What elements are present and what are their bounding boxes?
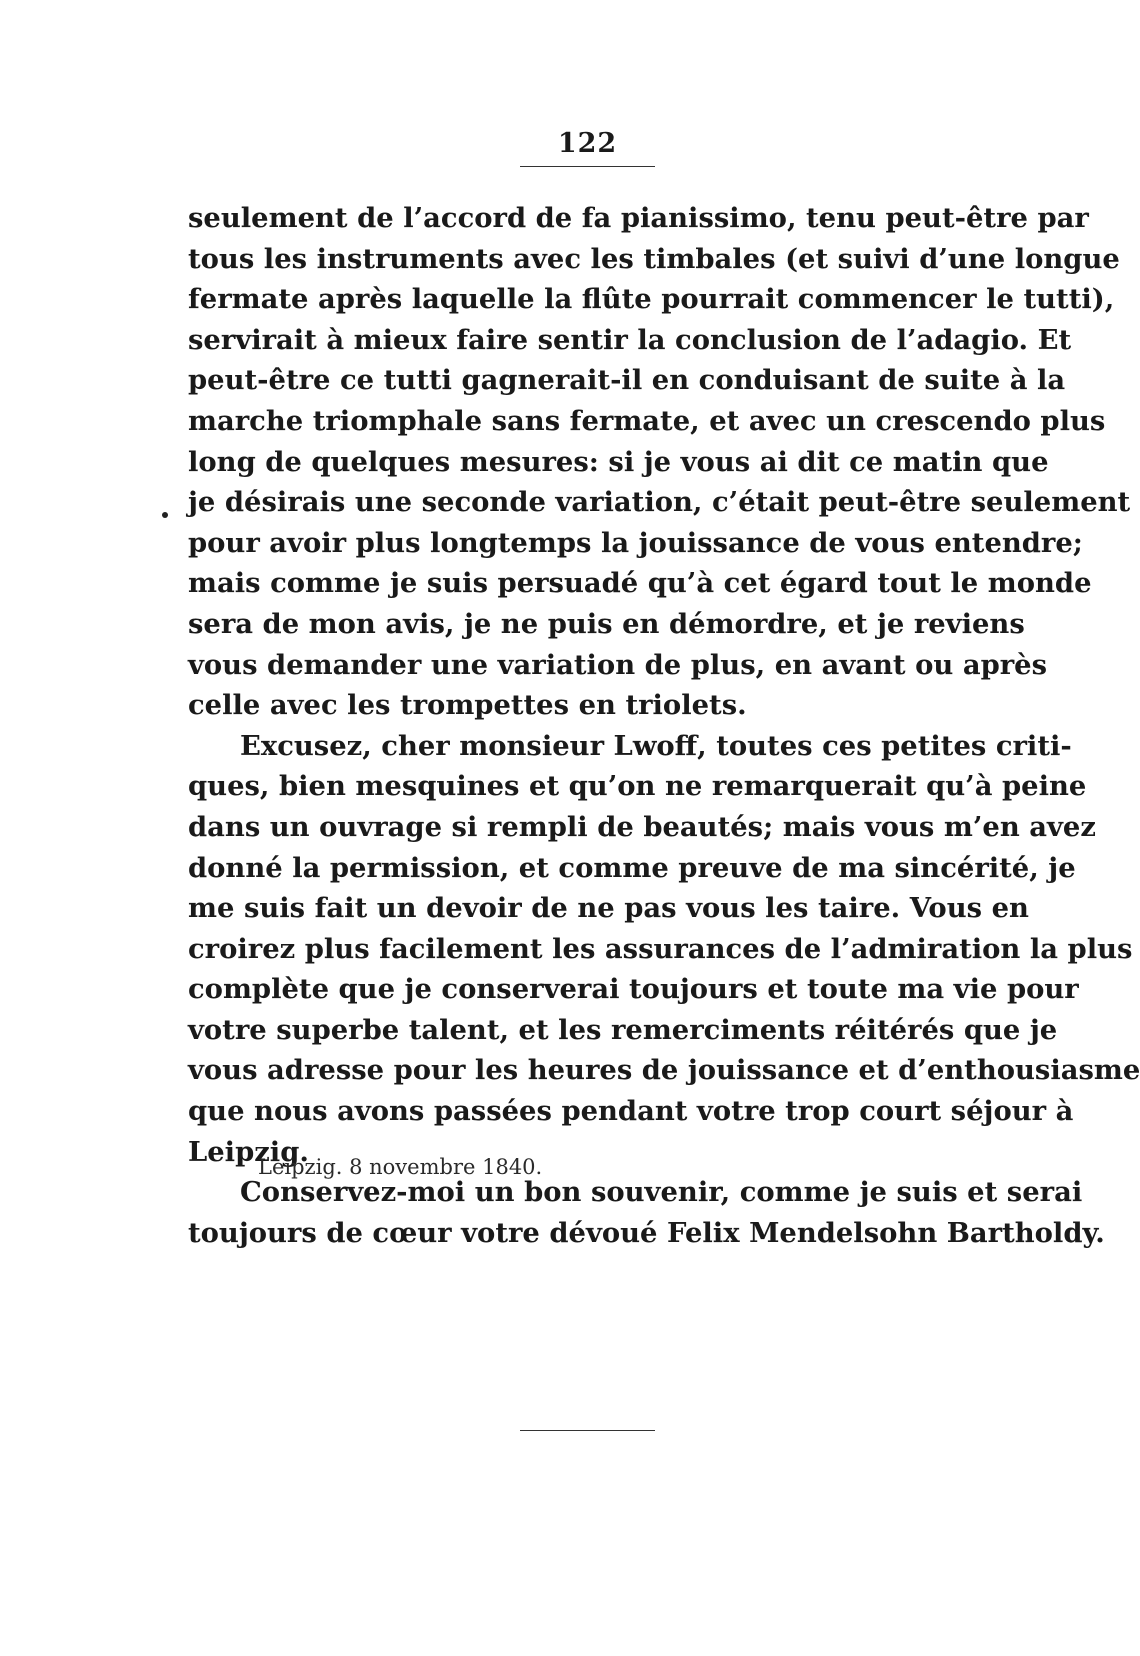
margin-mark (162, 512, 168, 518)
text-line: pour avoir plus longtemps la jouissance de vous entendre; (188, 526, 1083, 559)
dateline: Leipzig. 8 novembre 1840. (258, 1155, 543, 1179)
text-line: mais comme je suis persuadé qu’à cet égard tout le monde (188, 567, 1092, 600)
text-line: marche triomphale sans fermate, et avec un crescendo plus (188, 404, 1106, 437)
text-line: sera de mon avis, je ne puis en démordre, et je reviens (188, 607, 1025, 640)
text-line: donné la permission, et comme preuve de ma sincérité, je (188, 851, 1076, 884)
page-number: 122 (557, 128, 618, 159)
text-line: servirait à mieux faire sentir la conclusion de l’adagio. Et (188, 323, 1072, 356)
text-line: complète que je conserverai toujours et toute ma vie pour (188, 973, 1079, 1006)
text-line: dans un ouvrage si rempli de beautés; mais vous m’en avez (188, 810, 1096, 843)
text-line: vous adresse pour les heures de jouissance et d’enthousiasme (188, 1054, 1140, 1087)
text-line: seulement de l’accord de fa pianissimo, tenu peut-être par (188, 202, 1089, 234)
text-line: croirez plus facilement les assurances de l’admiration la plus (188, 932, 1133, 965)
text-line: long de quelques mesures: si je vous ai dit ce matin que (188, 445, 1049, 478)
text-line: toujours de cœur votre dévoué Felix Mendelsohn Bartholdy. (188, 1216, 1105, 1249)
text-line: que nous avons passées pendant votre trop court séjour à (188, 1095, 1074, 1128)
text-line: fermate après laquelle la flûte pourrait commencer le tutti), (188, 283, 1115, 316)
text-line: votre superbe talent, et les remerciments réitérés que je (188, 1013, 1058, 1046)
text-line: tous les instruments avec les timbales (et suivi d’une longue (188, 242, 1120, 275)
text-line: Excusez, cher monsieur Lwoff, toutes ces petites criti- (240, 729, 1072, 762)
footer-rule (520, 1430, 655, 1431)
text-line: Leipzig. (188, 1135, 309, 1168)
text-line: peut-être ce tutti gagnerait-il en conduisant de suite à la (188, 364, 1066, 397)
body-text (188, 198, 1140, 1253)
text-line: Conservez-moi un bon souvenir, comme je suis et serai (240, 1176, 1083, 1209)
text-line: vous demander une variation de plus, en avant ou après (188, 648, 1048, 681)
text-line: je désirais une seconde variation, c’était peut-être seulement (188, 486, 1131, 519)
text-line: celle avec les trompettes en triolets. (188, 689, 747, 722)
header-rule (520, 166, 655, 167)
text-line: me suis fait un devoir de ne pas vous les taire. Vous en (188, 892, 1029, 925)
text-line: ques, bien mesquines et qu’on ne remarquerait qu’à peine (188, 770, 1087, 803)
